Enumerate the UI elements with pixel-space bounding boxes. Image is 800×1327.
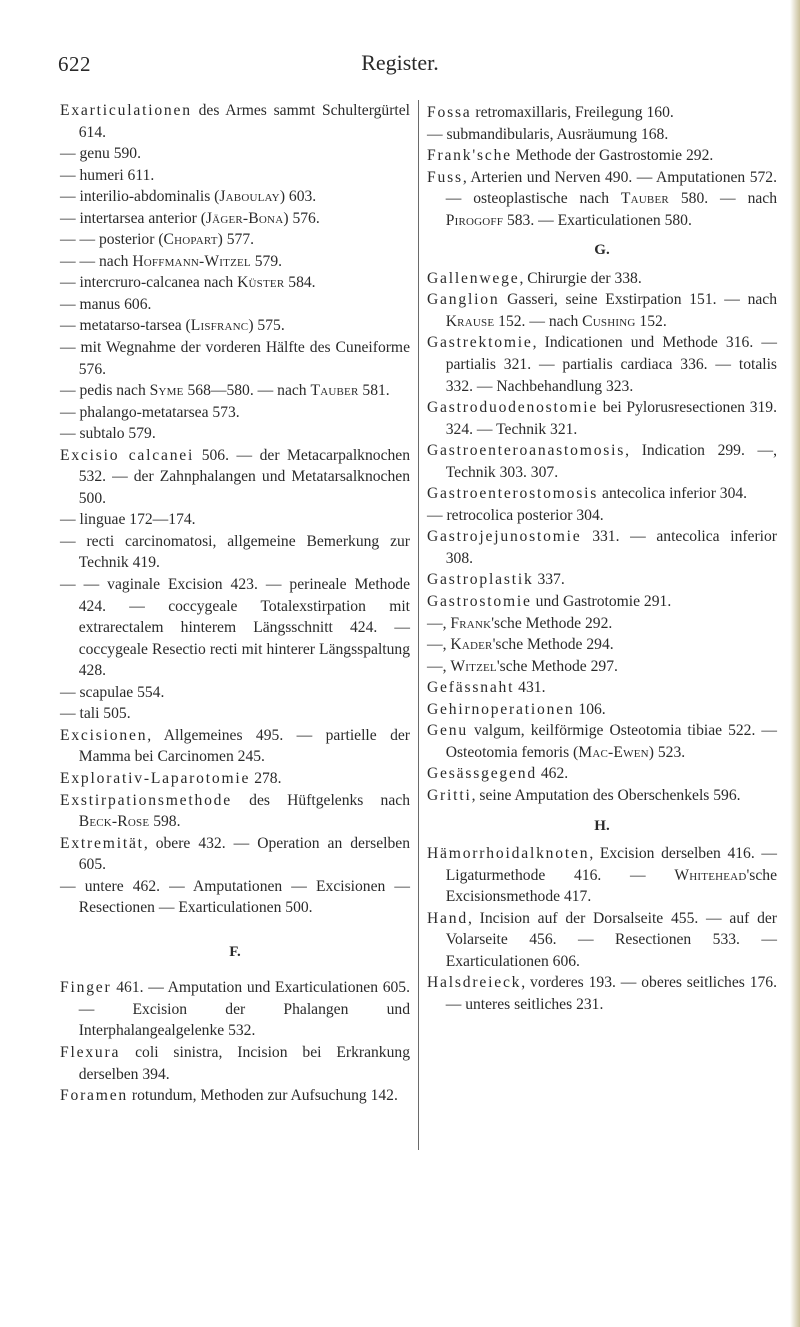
entry-text: retromaxillaris, Freilegung 160. bbox=[471, 104, 674, 121]
entry-author-name: Lisfranc bbox=[190, 317, 249, 335]
index-entry bbox=[427, 763, 777, 785]
entry-headword: Excisionen bbox=[60, 726, 148, 744]
entry-headword: Gesässgegend bbox=[427, 765, 537, 783]
entry-headword: Gastroenteroanastomosis bbox=[427, 442, 626, 460]
entry-text: 598. bbox=[149, 813, 181, 831]
index-entry bbox=[60, 423, 410, 445]
entry-text: , Indication 299. —, Technik 303. 307. bbox=[445, 442, 777, 481]
entry-headword: Exarticulationen bbox=[60, 102, 192, 119]
page-edge bbox=[790, 0, 800, 1327]
index-entry bbox=[427, 505, 777, 527]
page-number: 622 bbox=[58, 52, 91, 76]
entry-text: des Hüftgelenks nach bbox=[232, 791, 410, 809]
entry-text: 581. bbox=[358, 382, 390, 400]
entry-text: antecolica inferior 304. bbox=[598, 485, 748, 503]
entry-text: — — posterior ( bbox=[60, 231, 164, 249]
entry-text: , Incision auf der Dorsalseite 455. — auf der Volarseite 456. — Resectionen 533. — Exarticulationen 606. bbox=[445, 909, 777, 970]
entry-text: — humeri 611. bbox=[60, 166, 155, 184]
entry-text: — pedis nach bbox=[60, 382, 150, 400]
entry-author-name: Frank bbox=[450, 614, 492, 632]
index-entry bbox=[427, 167, 777, 232]
entry-text: 'sche Methode 292. bbox=[491, 614, 613, 632]
section-letter: F. bbox=[229, 943, 241, 960]
entry-text: Gasseri, seine Exstirpation 151. — nach bbox=[499, 291, 777, 309]
entry-text: , Arterien und Nerven 490. — Amputationen 572. — osteoplastische nach bbox=[445, 168, 777, 208]
entry-text: ) 576. bbox=[283, 209, 320, 227]
entry-headword: Exstirpationsmethode bbox=[60, 791, 232, 809]
entry-text: — metatarso-tarsea ( bbox=[60, 317, 191, 335]
entry-author-name: Jäger-Bona bbox=[205, 209, 284, 227]
entry-text: 152. bbox=[635, 312, 667, 330]
entry-text: , obere 432. — Operation an derselben 605. bbox=[78, 834, 410, 874]
index-entry bbox=[60, 402, 410, 424]
entry-text: 'sche Methode 297. bbox=[496, 657, 618, 675]
entry-text: , vorderes 193. — oberes seitliches 176. — unteres seitliches 231. bbox=[445, 974, 777, 1013]
entry-text: ) 575. bbox=[248, 317, 285, 335]
index-entry bbox=[60, 682, 410, 704]
entry-text: und Gastrotomie 291. bbox=[531, 593, 672, 611]
section-letter: H. bbox=[594, 817, 610, 834]
index-entry bbox=[427, 843, 777, 908]
index-entry bbox=[427, 397, 777, 440]
entry-author-name: Witzel bbox=[450, 657, 497, 675]
index-entry bbox=[60, 1085, 410, 1107]
entry-headword: Gritti bbox=[427, 786, 472, 804]
entry-text: 'sche Excisionsmethode 417. bbox=[445, 866, 777, 906]
index-entry bbox=[427, 908, 777, 973]
entry-text: —, bbox=[427, 614, 451, 632]
entry-author-name: Jaboulay bbox=[219, 188, 280, 206]
entry-text: , seine Amputation des Oberschenkels 596. bbox=[471, 786, 741, 804]
entry-headword: Gastroduodenostomie bbox=[427, 399, 599, 417]
entry-headword: Extremität bbox=[60, 834, 144, 852]
entry-text: — tali 505. bbox=[60, 705, 131, 723]
index-entry bbox=[427, 569, 777, 591]
entry-headword: Flexura bbox=[60, 1043, 121, 1061]
index-entry bbox=[60, 380, 410, 402]
index-entry bbox=[427, 613, 777, 635]
entry-text: rotundum, Methoden zur Aufsuchung 142. bbox=[128, 1087, 398, 1105]
index-entry bbox=[60, 208, 410, 230]
index-entry bbox=[427, 720, 777, 763]
entry-author-name: Tauber bbox=[310, 382, 359, 400]
entry-text: — — nach bbox=[60, 252, 133, 270]
index-entry bbox=[427, 483, 777, 505]
index-entry bbox=[60, 1042, 410, 1085]
entry-text: — interilio-abdominalis ( bbox=[60, 188, 220, 206]
entry-author-name: Whitehead bbox=[674, 866, 747, 884]
entry-headword: Genu bbox=[427, 722, 468, 740]
entry-headword: Gastroenterostomosis bbox=[427, 485, 599, 503]
entry-text: 331. — antecolica inferior 308. bbox=[445, 528, 777, 567]
entry-text: ) 577. bbox=[217, 231, 255, 249]
entry-text: — retrocolica posterior 304. bbox=[427, 506, 604, 524]
index-entry bbox=[427, 699, 777, 721]
entry-headword: Hämorrhoidalknoten bbox=[427, 845, 590, 863]
entry-text: — — vaginale Excision 423. — perineale Methode 424. — coccygeale Totalexstirpation mit extrarectalem hinterem Längsschnitt 424. — coccygeale Resectio recti mit hinterer Längsspaltung 428. bbox=[60, 576, 410, 680]
entry-text: —, bbox=[427, 657, 451, 675]
index-entry bbox=[427, 656, 777, 678]
entry-headword: Finger bbox=[60, 979, 112, 997]
index-entry bbox=[427, 102, 777, 124]
index-entry bbox=[60, 509, 410, 531]
entry-text: 580. — nach bbox=[668, 190, 778, 208]
index-column-right bbox=[427, 102, 777, 1015]
entry-headword: Explorativ-Laparotomie bbox=[60, 769, 251, 787]
index-entry bbox=[427, 526, 777, 569]
index-entry bbox=[60, 272, 410, 294]
index-entry bbox=[60, 100, 410, 143]
entry-headword: Gastrektomie bbox=[427, 334, 533, 352]
entry-text: — intercruro-calcanea nach bbox=[60, 274, 238, 292]
index-entry bbox=[60, 977, 410, 1042]
entry-text: — scapulae 554. bbox=[60, 683, 165, 701]
entry-text: 'sche Methode 294. bbox=[492, 636, 614, 654]
entry-text: 106. bbox=[574, 700, 606, 718]
index-entry bbox=[427, 332, 777, 397]
entry-text: 461. — Amputation und Exarticulationen 605. — Excision der Phalangen und Interphalangealgelenke 532. bbox=[78, 979, 410, 1040]
entry-text: 584. bbox=[284, 274, 316, 292]
index-entry bbox=[60, 294, 410, 316]
entry-text: 152. — nach bbox=[494, 312, 583, 330]
index-entry bbox=[60, 531, 410, 574]
entry-text: ) 523. bbox=[648, 743, 686, 761]
entry-text: — submandibularis, Ausräumung 168. bbox=[427, 125, 669, 143]
entry-text: 462. bbox=[536, 765, 569, 783]
entry-author-name: Tauber bbox=[620, 190, 669, 208]
entry-author-name: Syme bbox=[149, 382, 184, 400]
entry-text: — intertarsea anterior ( bbox=[60, 209, 206, 227]
entry-author-name: Chopart bbox=[163, 231, 218, 249]
entry-author-name: Cushing bbox=[582, 312, 636, 330]
entry-text: 431. bbox=[514, 679, 546, 697]
index-entry bbox=[427, 145, 777, 167]
index-column-left bbox=[60, 100, 410, 1107]
entry-text: bei Pylorusresectionen 319. 324. — Technik 321. bbox=[445, 399, 777, 438]
entry-text: — subtalo 579. bbox=[60, 425, 156, 443]
entry-headword: Halsdreieck bbox=[427, 974, 522, 992]
entry-author-name: Krause bbox=[445, 312, 495, 330]
entry-author-name: Kader bbox=[450, 636, 493, 654]
entry-headword: Foramen bbox=[60, 1087, 129, 1105]
column-divider bbox=[418, 100, 419, 1150]
index-entry bbox=[60, 165, 410, 187]
entry-headword: Gefässnaht bbox=[427, 679, 515, 697]
entry-text: , Allgemeines 495. — partielle der Mamma bei Carcinomen 245. bbox=[78, 726, 410, 766]
entry-text: — untere 462. — Amputationen — Excisionen — Resectionen — Exarticulationen 500. bbox=[60, 877, 410, 917]
index-entry bbox=[427, 124, 777, 146]
section-letter: G. bbox=[594, 242, 610, 259]
index-entry bbox=[427, 591, 777, 613]
entry-text: — linguae 172—174. bbox=[60, 511, 196, 529]
entry-text: 568—580. — nach bbox=[183, 382, 311, 400]
entry-headword: Gehirnoperationen bbox=[427, 700, 575, 718]
index-entry bbox=[427, 634, 777, 656]
entry-headword: Gastrostomie bbox=[427, 593, 532, 611]
index-entry bbox=[60, 445, 410, 510]
entry-headword: Ganglion bbox=[427, 291, 500, 309]
entry-text: , Excision derselben 416. — Ligaturmethode 416. — bbox=[445, 845, 777, 884]
entry-text: , Chirurgie der 338. bbox=[519, 269, 642, 287]
entry-headword: Fuss bbox=[427, 168, 463, 186]
index-entry bbox=[60, 186, 410, 208]
entry-text: 278. bbox=[250, 769, 282, 787]
index-entry bbox=[427, 972, 777, 1015]
entry-headword: Frank'sche bbox=[427, 147, 512, 165]
entry-author-name: Hoffmann-Witzel bbox=[132, 252, 251, 270]
index-entry bbox=[60, 229, 410, 251]
index-entry bbox=[60, 251, 410, 273]
index-entry bbox=[427, 677, 777, 699]
entry-text: — recti carcinomatosi, allgemeine Bemerkung zur Technik 419. bbox=[60, 532, 410, 572]
entry-text: — phalango-metatarsea 573. bbox=[60, 403, 240, 421]
index-entry bbox=[60, 876, 410, 919]
entry-author-name: Küster bbox=[237, 274, 285, 292]
entry-text: —, bbox=[427, 636, 451, 654]
entry-headword: Hand bbox=[427, 909, 468, 927]
entry-text: , Indicationen und Methode 316. — partialis 321. — partialis cardiaca 336. — totalis 332. — Nachbehandlung 323. bbox=[445, 334, 777, 395]
index-entry bbox=[427, 289, 777, 332]
index-entry bbox=[60, 833, 410, 876]
entry-text: — manus 606. bbox=[60, 295, 152, 313]
index-entry bbox=[60, 337, 410, 380]
entry-text: 583. — Exarticulationen 580. bbox=[503, 211, 692, 229]
index-entry bbox=[427, 268, 777, 290]
index-entry bbox=[60, 768, 410, 790]
entry-text: des Armes sammt Schultergürtel 614. bbox=[78, 102, 410, 141]
index-entry bbox=[60, 703, 410, 725]
entry-text: ) 603. bbox=[279, 188, 317, 206]
running-head: Register. bbox=[361, 50, 439, 75]
entry-text: coli sinistra, Incision bei Erkrankung derselben 394. bbox=[78, 1043, 410, 1083]
entry-text: — mit Wegnahme der vorderen Hälfte des Cuneiforme 576. bbox=[60, 339, 410, 378]
entry-author-name: Beck-Rose bbox=[78, 813, 150, 831]
entry-headword: Gallenwege bbox=[427, 269, 520, 287]
entry-headword: Gastrojejunostomie bbox=[427, 528, 582, 546]
entry-text: Methode der Gastrostomie 292. bbox=[511, 147, 714, 165]
entry-headword: Fossa bbox=[427, 104, 472, 121]
entry-headword: Gastroplastik bbox=[427, 571, 534, 589]
entry-text: valgum, keilförmige Osteotomia tibiae 522. — Osteotomia femoris ( bbox=[445, 722, 777, 761]
entry-author-name: Pirogoff bbox=[445, 211, 504, 229]
index-entry bbox=[427, 440, 777, 483]
entry-text: 337. bbox=[533, 571, 565, 589]
entry-text: 579. bbox=[250, 252, 283, 270]
entry-author-name: Mac-Ewen bbox=[578, 743, 649, 761]
index-entry bbox=[60, 315, 410, 337]
entry-text: — genu 590. bbox=[60, 145, 141, 163]
index-entry bbox=[60, 790, 410, 833]
index-entry bbox=[60, 725, 410, 768]
index-entry bbox=[60, 143, 410, 165]
index-entry bbox=[427, 785, 777, 807]
index-entry bbox=[60, 574, 410, 682]
entry-headword: Excisio calcanei bbox=[60, 446, 195, 464]
entry-text: 506. — der Metacarpalknochen 532. — der Zahnphalangen und Metatarsalknochen 500. bbox=[78, 446, 410, 507]
